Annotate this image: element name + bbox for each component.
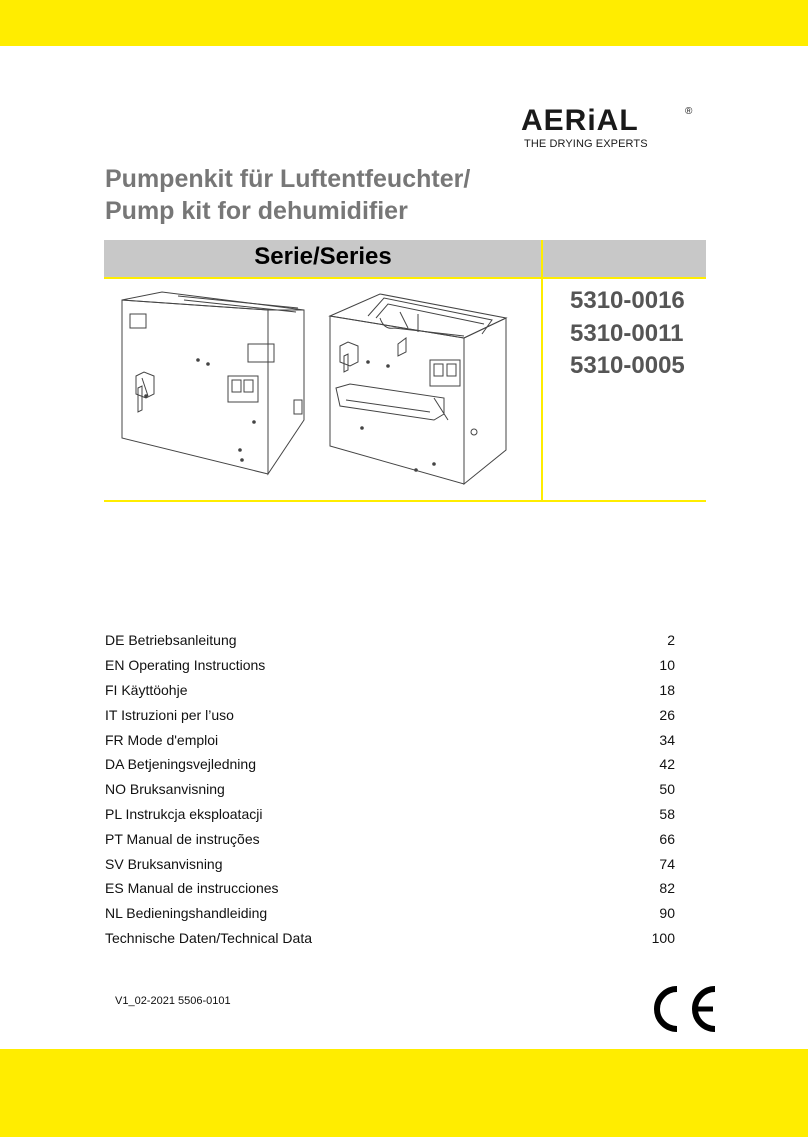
toc-entry-fr[interactable] <box>105 727 675 752</box>
toc-label: DA Betjeningsvejledning <box>105 756 256 773</box>
top-yellow-band <box>0 0 808 46</box>
series-bottom-rule <box>104 500 706 502</box>
toc-page: 50 <box>659 781 675 798</box>
toc-label: SV Bruksanvisning <box>105 855 223 872</box>
logo-tagline: THE DRYING EXPERTS <box>524 138 648 150</box>
toc-label: IT Istruzioni per l’uso <box>105 706 234 723</box>
series-header-bar <box>104 240 706 279</box>
toc-page: 2 <box>667 632 675 649</box>
series-column-divider <box>541 240 543 502</box>
toc-label: DE Betriebsanleitung <box>105 632 237 649</box>
version-code: V1_02-2021 5506-0101 <box>115 995 231 1007</box>
toc-page: 66 <box>659 830 675 847</box>
toc-page: 34 <box>659 731 675 748</box>
aerial-logo <box>521 104 701 154</box>
toc-entry-nl[interactable] <box>105 901 675 926</box>
toc-entry-it[interactable] <box>105 702 675 727</box>
toc-page: 82 <box>659 880 675 897</box>
toc-label: FR Mode d'emploi <box>105 731 219 748</box>
pump-kit-drawing <box>118 288 528 488</box>
toc-entry-en[interactable] <box>105 653 675 678</box>
model-number-3: 5310-0005 <box>570 352 685 379</box>
toc-page: 74 <box>659 855 675 872</box>
document-title <box>105 163 705 227</box>
toc-page: 58 <box>659 805 675 822</box>
model-number-2: 5310-0011 <box>570 320 684 347</box>
toc-page: 100 <box>651 929 675 946</box>
toc-label: FI Käyttöohje <box>105 681 188 698</box>
toc-label: PT Manual de instruções <box>105 830 260 847</box>
bottom-yellow-band <box>0 1049 808 1137</box>
toc-label: NO Bruksanvisning <box>105 781 225 798</box>
toc-label: NL Bedieningshandleiding <box>105 905 268 922</box>
toc-page: 90 <box>659 905 675 922</box>
toc-entry-pt[interactable] <box>105 826 675 851</box>
series-label: Serie/Series <box>254 243 392 270</box>
pump-unit-left-drawing <box>122 292 304 474</box>
logo-registered-mark: ® <box>685 106 693 117</box>
model-number-1: 5310-0016 <box>570 287 685 314</box>
toc-entry-pl[interactable] <box>105 802 675 827</box>
table-of-contents <box>105 628 675 950</box>
toc-page: 42 <box>659 756 675 773</box>
toc-label: ES Manual de instrucciones <box>105 880 279 897</box>
logo-wordmark: AERiAL <box>521 104 639 137</box>
ce-mark-icon <box>647 984 717 1034</box>
toc-entry-no[interactable] <box>105 777 675 802</box>
toc-page: 18 <box>659 681 675 698</box>
toc-entry-es[interactable] <box>105 876 675 901</box>
toc-page: 26 <box>659 706 675 723</box>
toc-label: Technische Daten/Technical Data <box>105 929 313 946</box>
title-line-de: Pumpenkit für Luftentfeuchter/ <box>105 165 471 193</box>
toc-label: EN Operating Instructions <box>105 657 266 674</box>
toc-entry-de[interactable] <box>105 628 675 653</box>
toc-entry-technical-data[interactable] <box>105 926 675 951</box>
toc-label: PL Instrukcja eksploatacji <box>105 805 263 822</box>
toc-entry-fi[interactable] <box>105 678 675 703</box>
pump-unit-right-drawing <box>330 294 506 484</box>
toc-entry-sv[interactable] <box>105 851 675 876</box>
toc-entry-da[interactable] <box>105 752 675 777</box>
toc-page: 10 <box>659 657 675 674</box>
title-line-en: Pump kit for dehumidifier <box>105 197 408 225</box>
